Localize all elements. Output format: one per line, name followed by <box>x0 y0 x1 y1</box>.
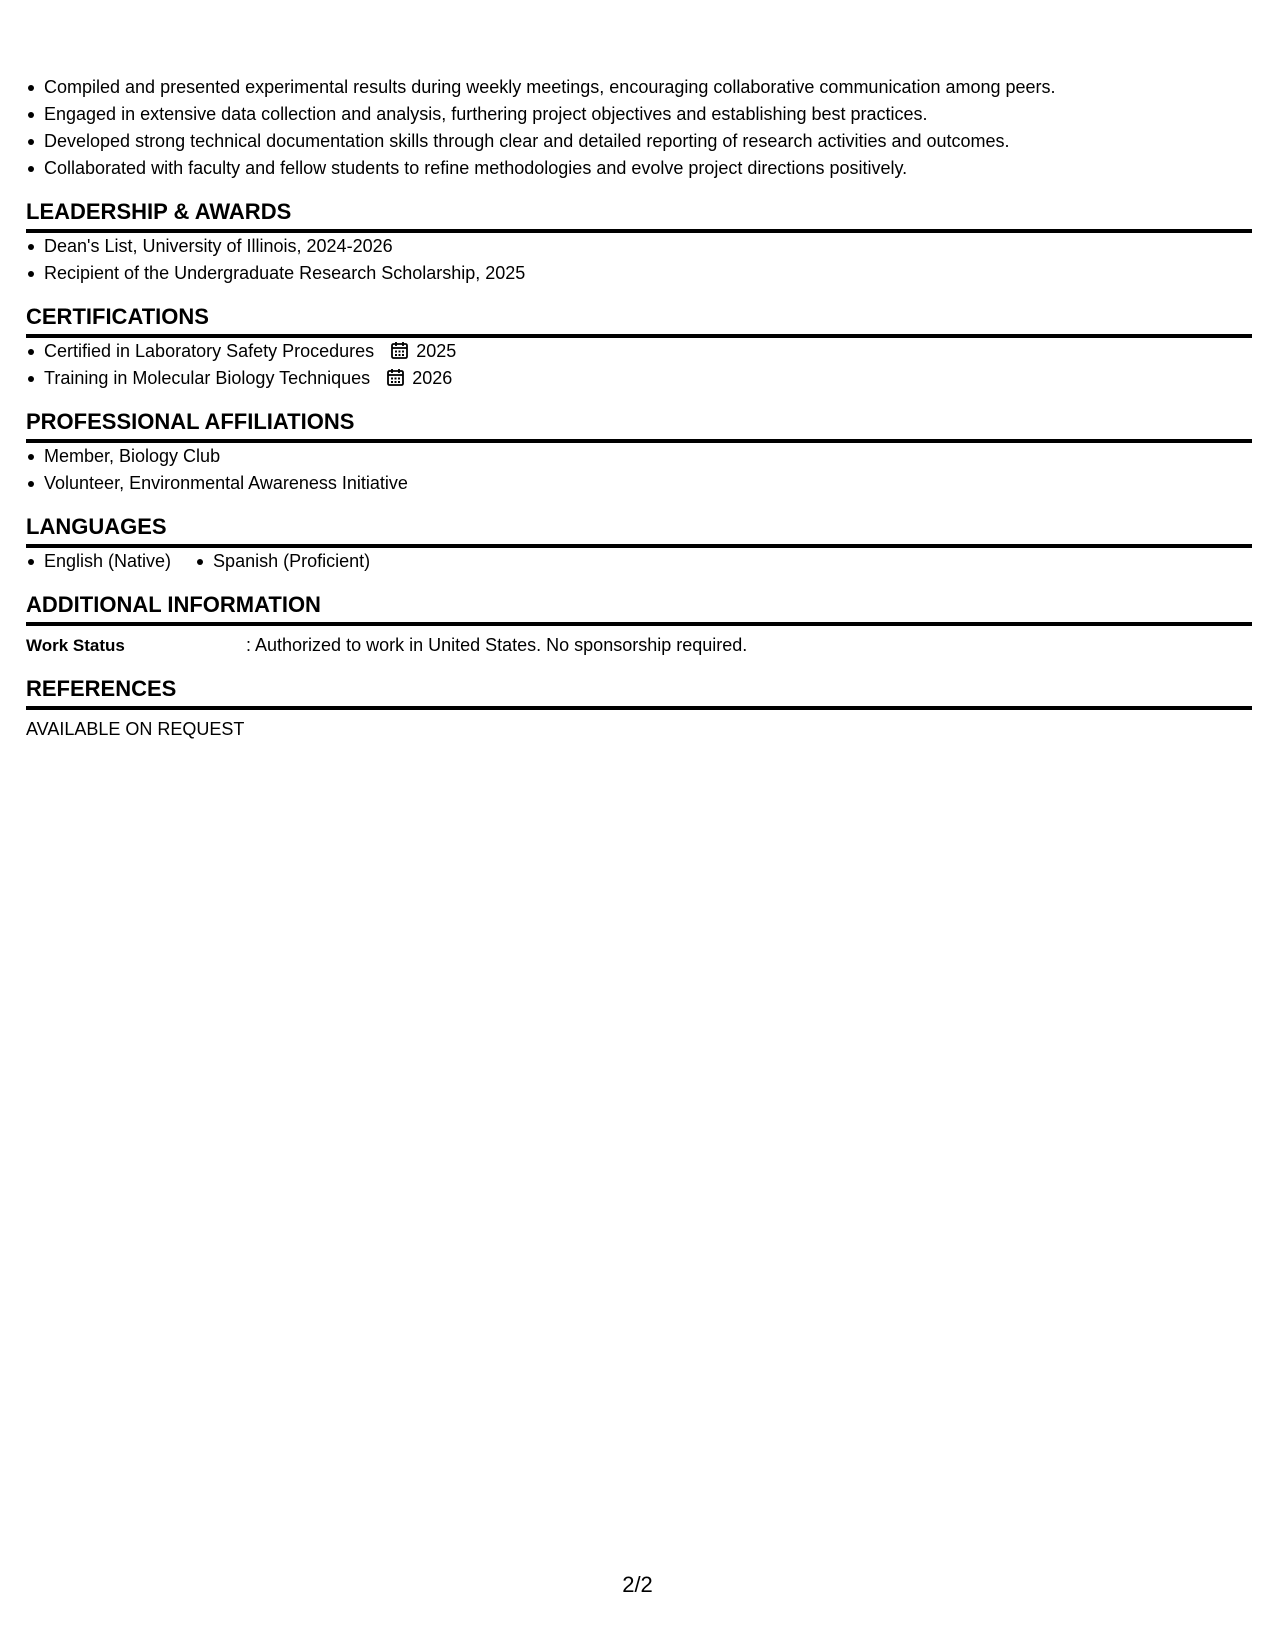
leadership-section <box>26 198 1252 287</box>
calendar-icon <box>387 368 404 386</box>
leadership-list <box>26 233 1252 287</box>
list-item: Member, Biology Club <box>26 443 1252 470</box>
section-title: LANGUAGES <box>26 513 1252 548</box>
list-item: Volunteer, Environmental Awareness Initiative <box>26 470 1252 497</box>
experience-bullet-list <box>26 74 1252 182</box>
list-item: Dean's List, University of Illinois, 2024-2026 <box>26 233 1252 260</box>
section-title: PROFESSIONAL AFFILIATIONS <box>26 408 1252 443</box>
section-title: CERTIFICATIONS <box>26 303 1252 338</box>
list-item <box>26 365 1252 392</box>
certifications-section <box>26 303 1252 392</box>
languages-list <box>26 548 1252 575</box>
list-item: Developed strong technical documentation skills through clear and detailed reporting of research activities and outcomes. <box>26 128 1252 155</box>
list-item: Compiled and presented experimental results during weekly meetings, encouraging collaborative communication among peers. <box>26 74 1252 101</box>
resume-page <box>26 74 1252 743</box>
list-item: Engaged in extensive data collection and analysis, furthering project objectives and establishing best practices. <box>26 101 1252 128</box>
certification-year: 2025 <box>416 341 457 361</box>
list-item: English (Native) <box>26 548 171 575</box>
section-title: ADDITIONAL INFORMATION <box>26 591 1252 626</box>
certification-name: Training in Molecular Biology Techniques <box>44 368 371 388</box>
section-title: LEADERSHIP & AWARDS <box>26 198 1252 233</box>
page-number: 2/2 <box>622 1572 653 1597</box>
calendar-icon <box>391 341 408 359</box>
work-status-value: : Authorized to work in United States. No sponsorship required. <box>246 635 748 655</box>
languages-section <box>26 513 1252 575</box>
list-item: Collaborated with faculty and fellow students to refine methodologies and evolve project directions positively. <box>26 155 1252 182</box>
certification-name: Certified in Laboratory Safety Procedures <box>44 341 375 361</box>
references-text: AVAILABLE ON REQUEST <box>26 719 245 739</box>
list-item: Recipient of the Undergraduate Research Scholarship, 2025 <box>26 260 1252 287</box>
list-item <box>26 338 1252 365</box>
affiliations-section <box>26 408 1252 497</box>
additional-info-section <box>26 591 1252 659</box>
work-status-row <box>26 632 1252 659</box>
section-title: REFERENCES <box>26 675 1252 710</box>
certification-year: 2026 <box>412 368 453 388</box>
references-section <box>26 675 1252 743</box>
certifications-list <box>26 338 1252 392</box>
work-status-label: Work Status <box>26 636 125 655</box>
affiliations-list <box>26 443 1252 497</box>
list-item: Spanish (Proficient) <box>195 548 370 575</box>
